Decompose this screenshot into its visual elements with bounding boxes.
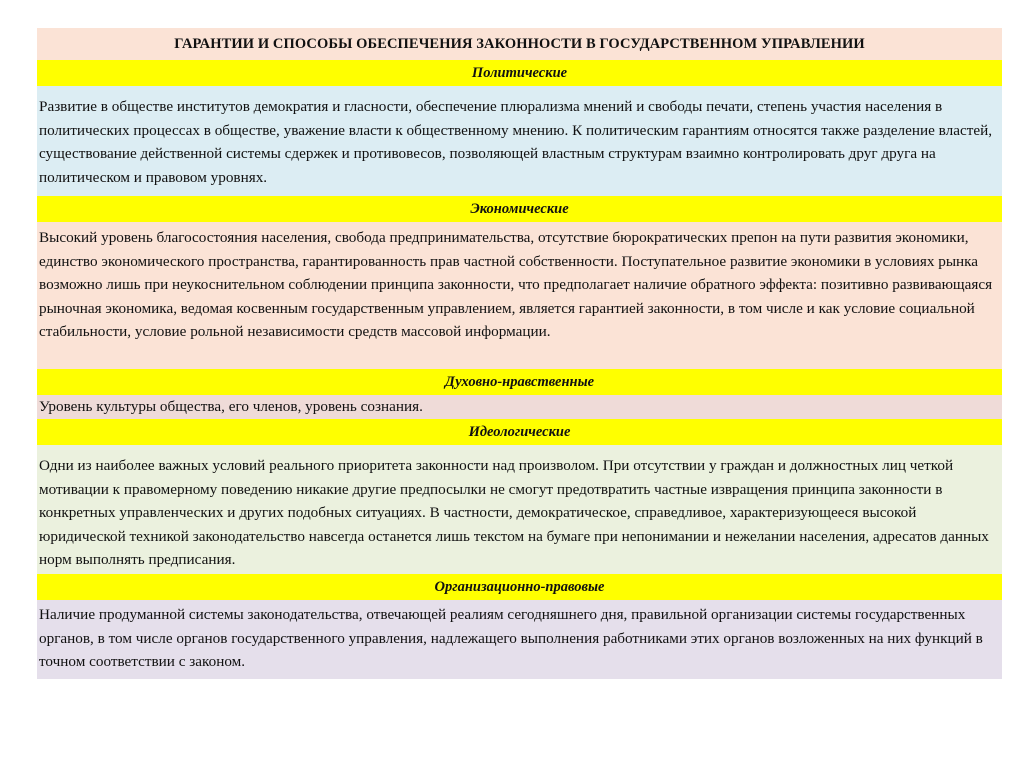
section-text-spiritual: Уровень культуры общества, его членов, уровень сознания. — [37, 395, 1002, 419]
section-heading-political: Политические — [37, 60, 1002, 86]
section-heading-economic: Экономические — [37, 196, 1002, 222]
section-heading-organizational: Организационно-правовые — [37, 574, 1002, 600]
section-text-organizational: Наличие продуманной системы законодательства, отвечающей реалиям сегодняшнего дня, правильной организации системы государственных органов, в том числе органов государственного управления, надлежащего выполнения работниками этих органов возложенных на них функций в точном соответствии с законом. — [37, 600, 1002, 679]
section-heading-ideological: Идеологические — [37, 419, 1002, 445]
section-text-economic: Высокий уровень благосостояния населения, свобода предпринимательства, отсутствие бюрократических препон на пути развития экономики, единство экономического пространства, гарантированность прав частной собственности. Поступательное развитие экономики в условиях рынка возможно лишь при неукоснительном соблюдении принципа законности, что предполагает наличие обратного эффекта: позитивно развивающаяся рыночная экономика, ведомая косвенным государственным управлением, является гарантией законности, в том числе и как условие социальной стабильности, условие рольной независимости средств массовой информации. — [37, 222, 1002, 369]
table-title: ГАРАНТИИ И СПОСОБЫ ОБЕСПЕЧЕНИЯ ЗАКОННОСТИ В ГОСУДАРСТВЕННОМ УПРАВЛЕНИИ — [37, 28, 1002, 60]
section-heading-spiritual: Духовно-нравственные — [37, 369, 1002, 395]
section-text-ideological: Одни из наиболее важных условий реального приоритета законности над произволом. При отсутствии у граждан и должностных лиц четкой мотивации к правомерному поведению никакие другие предпосылки не смогут предотвратить частные извращения принципа законности в конкретных управленческих и других подобных ситуациях. В частности, демократическое, справедливое, характеризующееся высокой юридической техникой законодательство навсегда останется лишь текстом на бумаге при непонимании и нежелании населения, адресатов данных норм выполнять предписания. — [37, 445, 1002, 574]
section-text-political: Развитие в обществе институтов демократия и гласности, обеспечение плюрализма мнений и свободы печати, степень участия населения в политических процессах в обществе, уважение власти к общественному мнению. К политическим гарантиям относятся также разделение властей, существование действенной системы сдержек и противовесов, позволяющей властным структурам взаимно контролировать друг друга на политическом и правовом уровнях. — [37, 86, 1002, 196]
guarantees-table — [37, 28, 1002, 679]
